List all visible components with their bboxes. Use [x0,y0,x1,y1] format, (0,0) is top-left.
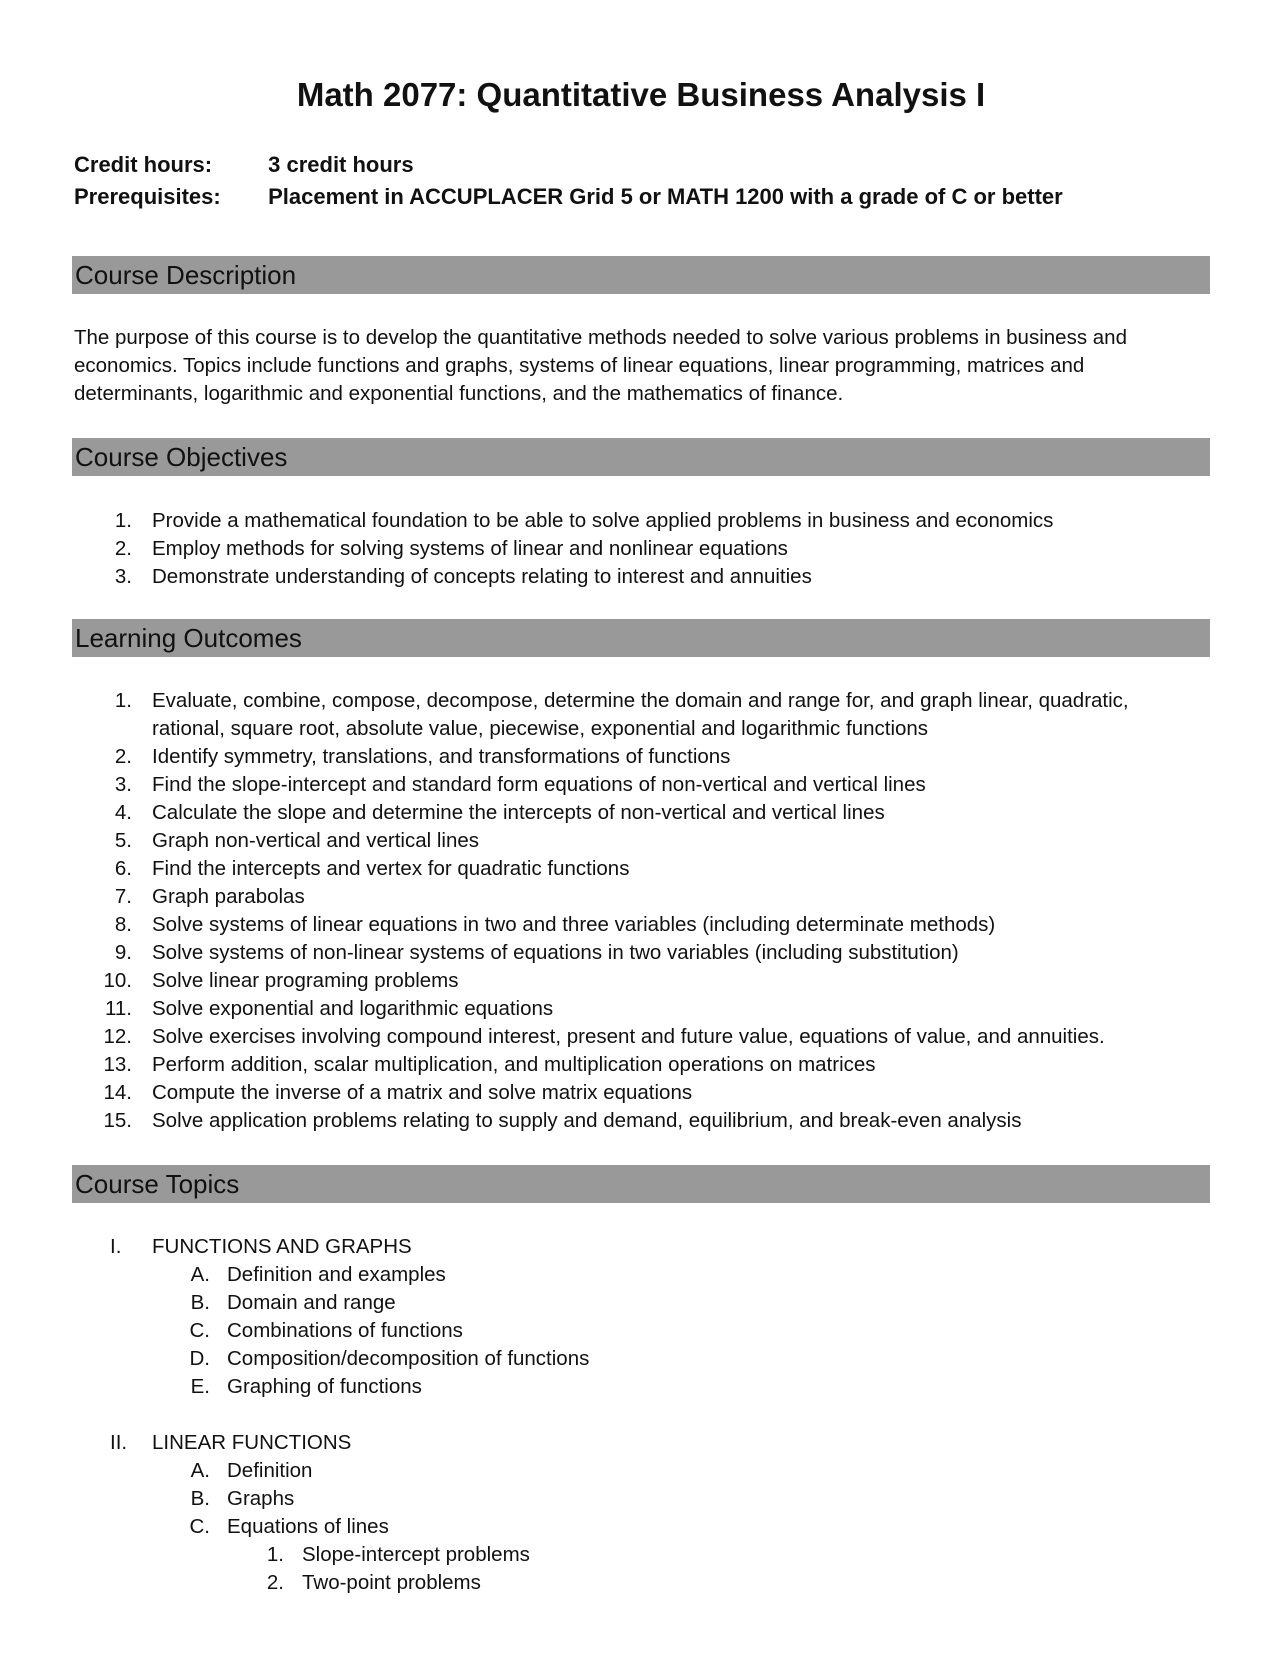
credit-hours-value: 3 credit hours [268,152,414,177]
outcomes-list [72,687,1210,1135]
list-item: 3. Find the slope-intercept and standard form equations of non-vertical and vertical lines [114,773,926,796]
credit-hours-label: Credit hours: [74,152,213,177]
topic-section: II. LINEAR FUNCTIONS [110,1431,352,1454]
section-heading-topics: Course Topics [72,1165,1210,1203]
objectives-list [72,507,1210,591]
list-item: 10. Solve linear programing problems [103,969,459,992]
topic-subitem: E. Graphing of functions [190,1375,422,1398]
list-item: 13. Perform addition, scalar multiplication, and multiplication operations on matrices [103,1053,876,1076]
list-item: 1. Provide a mathematical foundation to be able to solve applied problems in business and economics [114,509,1054,532]
prerequisites-row [74,184,1063,210]
list-item: 14. Compute the inverse of a matrix and solve matrix equations [103,1081,693,1104]
list-item: 4. Calculate the slope and determine the intercepts of non-vertical and vertical lines [114,801,885,824]
section-heading-objectives: Course Objectives [72,438,1210,476]
description-line: determinants, logarithmic and exponential functions, and the mathematics of finance. [74,382,844,405]
list-item: 2. Employ methods for solving systems of linear and nonlinear equations [114,537,788,560]
list-item: 7. Graph parabolas [114,885,305,908]
description-line: economics. Topics include functions and graphs, systems of linear equations, linear programming, matrices and [74,354,1085,377]
topic-subitem: C. Combinations of functions [189,1319,463,1342]
list-item: 15. Solve application problems relating to supply and demand, equilibrium, and break-even analysis [103,1109,1022,1132]
list-item: 12. Solve exercises involving compound interest, present and future value, equations of value, and annuities. [103,1025,1105,1048]
topic-subitem: B. Domain and range [190,1291,396,1314]
section-heading-outcomes: Learning Outcomes [72,619,1210,657]
list-item: 2. Identify symmetry, translations, and transformations of functions [114,745,731,768]
list-item: 1. Evaluate, combine, compose, decompose, determine the domain and range for, and graph linear, quadratic, rational, square root, absolute value, piecewise, exponential and logarithmic functions [114,689,1129,740]
topic-subsubitem: 2. Two-point problems [266,1571,481,1594]
list-item: 9. Solve systems of non-linear systems of equations in two variables (including substitution) [114,941,959,964]
description-line: The purpose of this course is to develop the quantitative methods needed to solve various problems in business and [74,326,1127,349]
topic-section: I. FUNCTIONS AND GRAPHS [110,1235,412,1258]
section-heading-description: Course Description [72,256,1210,294]
list-item: 6. Find the intercepts and vertex for quadratic functions [114,857,630,880]
list-item: 8. Solve systems of linear equations in two and three variables (including determinate methods) [114,913,996,936]
description-text [74,324,1210,408]
topic-subitem: A. Definition and examples [190,1263,446,1286]
topic-subitem: D. Composition/decomposition of functions [189,1347,590,1370]
topic-subitem: C. Equations of lines [189,1515,389,1538]
credit-hours-row [74,152,414,178]
topic-subsubitem: 1. Slope-intercept problems [266,1543,530,1566]
topic-subitem: A. Definition [190,1459,313,1482]
topic-subitem: B. Graphs [190,1487,295,1510]
list-item: 11. Solve exponential and logarithmic equations [105,997,554,1020]
prerequisites-value: Placement in ACCUPLACER Grid 5 or MATH 1200 with a grade of C or better [268,184,1063,209]
list-item: 5. Graph non-vertical and vertical lines [114,829,480,852]
prerequisites-label: Prerequisites: [74,184,221,209]
topics-outline [72,1233,1210,1597]
page-title: Math 2077: Quantitative Business Analysis I [296,76,986,113]
list-item: 3. Demonstrate understanding of concepts relating to interest and annuities [114,565,812,588]
